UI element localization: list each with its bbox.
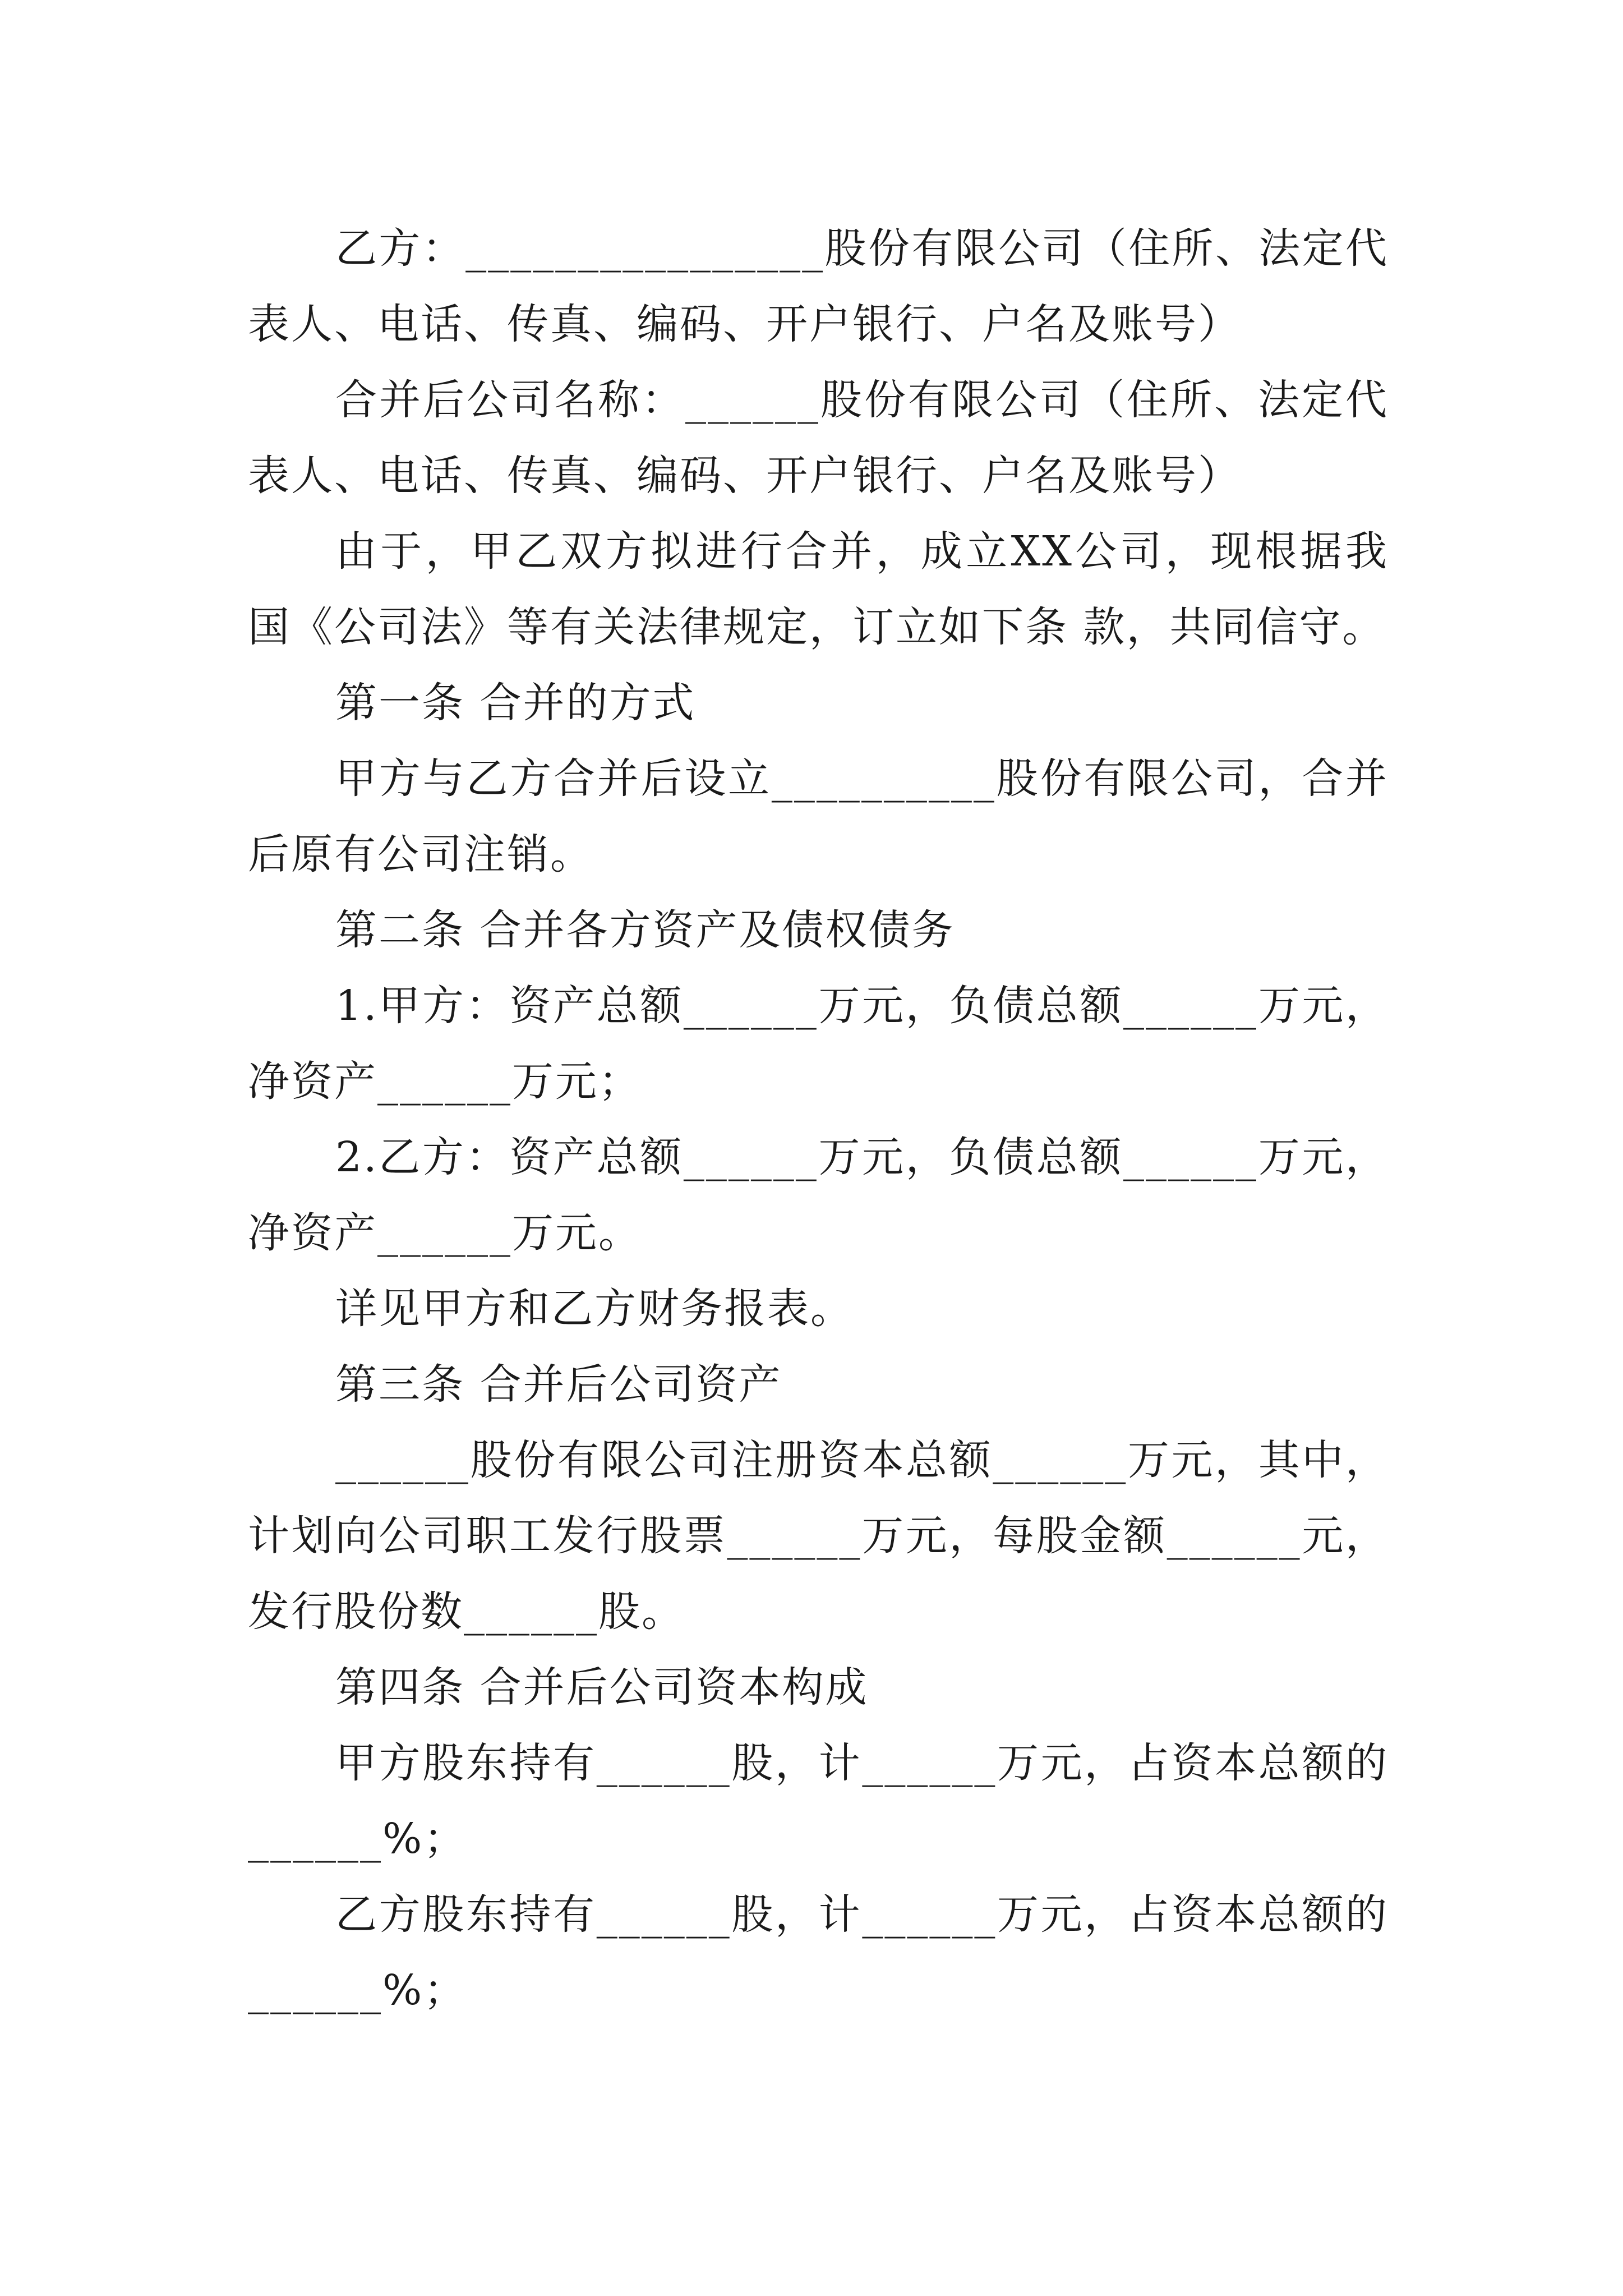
article-2-heading: 第二条 合并各方资产及债权债务 xyxy=(335,906,955,954)
article-1-body: 甲方与乙方合并后设立__________股份有限公司，合并后原有公司注销。 xyxy=(248,754,1389,878)
article-4-party-a: 甲方股东持有______股，计______万元，占资本总额的______%； xyxy=(248,1739,1389,1863)
article-3-heading: 第三条 合并后公司资产 xyxy=(335,1360,782,1409)
merged-company-info: 合并后公司名称：______股份有限公司（住所、法定代表人、电话、传真、编码、开户银行、户名及账号） xyxy=(248,376,1389,500)
article-4-party-b: 乙方股东持有______股，计______万元，占资本总额的______%； xyxy=(248,1890,1389,2014)
article-1-heading: 第一条 合并的方式 xyxy=(335,679,696,727)
document-page xyxy=(248,211,1389,2028)
party-b-info: 乙方：________________股份有限公司（住所、法定代表人、电话、传真、编码、开户银行、户名及账号） xyxy=(248,224,1389,348)
preamble: 由于，甲乙双方拟进行合并，成立XX公司，现根据我国《公司法》等有关法律规定，订立如下条 款，共同信守。 xyxy=(248,527,1389,651)
article-3-body: ______股份有限公司注册资本总额______万元，其中，计划向公司职工发行股票______万元，每股金额______元，发行股份数______股。 xyxy=(248,1436,1389,1636)
article-4-heading: 第四条 合并后公司资本构成 xyxy=(335,1663,869,1711)
article-2-party-a: 1.甲方：资产总额______万元，负债总额______万元，净资产______万元； xyxy=(248,982,1389,1106)
article-2-party-b: 2.乙方：资产总额______万元，负债总额______万元，净资产______万元。 xyxy=(248,1133,1389,1257)
article-2-note: 详见甲方和乙方财务报表。 xyxy=(335,1285,854,1333)
